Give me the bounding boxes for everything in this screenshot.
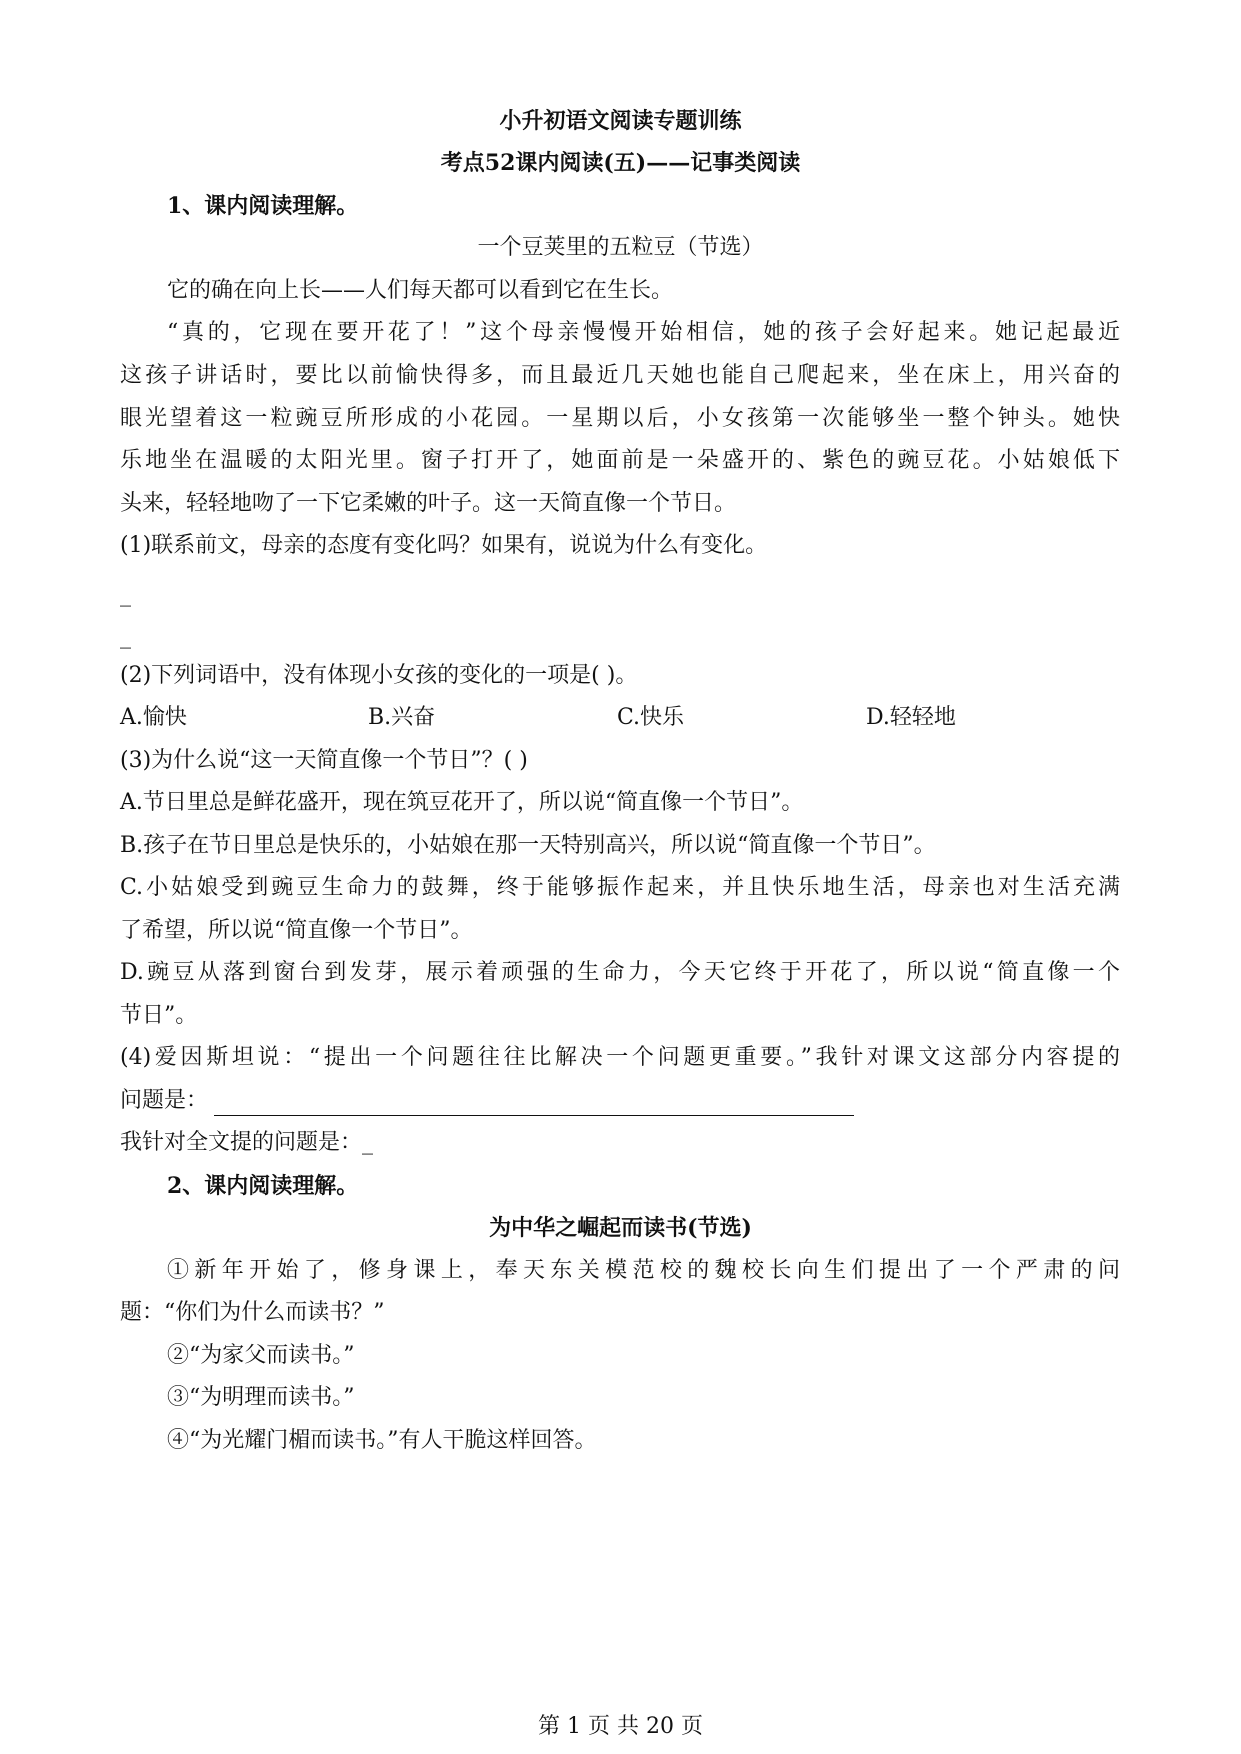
question-4-line-2 (120, 1086, 854, 1116)
question-3: (3)为什么说“这一天简直像一个节日”？( ) (120, 748, 528, 773)
page-number: 第 1 页 共 20 页 (538, 1714, 703, 1739)
section1-passage-title: 一个豆荚里的五粒豆（节选） (477, 235, 764, 260)
question-3-option-b[interactable]: B.孩子在节日里总是快乐的，小姑娘在那一天特别高兴，所以说“简直像一个节日”。 (120, 833, 936, 858)
question-3-option-d-line-1[interactable]: D.豌豆从落到窗台到发芽，展示着顽强的生命力，今天它终于开花了，所以说“简直像一个 (120, 960, 1120, 985)
answer-blank-1[interactable]: _ (120, 582, 131, 607)
section1-paragraph-2-line-3: 眼光望着这一粒豌豆所形成的小花园。一星期以后，小女孩第一次能够坐一整个钟头。她快 (120, 406, 1120, 431)
question-3-option-c-line-2[interactable]: 了希望，所以说“简直像一个节日”。 (120, 918, 473, 943)
question-3-option-d-line-2[interactable]: 节日”。 (120, 1003, 198, 1028)
section2-heading: 2、课内阅读理解。 (167, 1173, 359, 1199)
document-subtitle: 考点52课内阅读(五)——记事类阅读 (440, 150, 801, 176)
answer-blank-2[interactable]: _ (120, 624, 131, 649)
question-4-prompt: 问题是： (120, 1088, 209, 1113)
section1-paragraph-2-line-2: 这孩子讲话时，要比以前愉快得多，而且最近几天她也能自己爬起来，坐在床上，用兴奋的 (120, 363, 1120, 388)
section2-paragraph-1-line-1: ①新年开始了，修身课上，奉天东关模范校的魏校长向生们提出了一个严肃的问 (167, 1258, 1120, 1283)
document-title: 小升初语文阅读专题训练 (499, 108, 742, 134)
section2-paragraph-1-line-2: 题：“你们为什么而读书？” (120, 1300, 385, 1325)
section2-passage-title: 为中华之崛起而读书(节选) (489, 1215, 752, 1241)
option-d[interactable]: D.轻轻地 (866, 705, 956, 730)
option-c[interactable]: C.快乐 (617, 705, 685, 730)
section1-paragraph-2-line-5: 头来，轻轻地吻了一下它柔嫩的叶子。这一天简直像一个节日。 (120, 491, 737, 516)
question-3-option-c-line-1[interactable]: C.小姑娘受到豌豆生命力的鼓舞，终于能够振作起来，并且快乐地生活，母亲也对生活充满 (120, 875, 1120, 900)
question-4-line-3: 我针对全文提的问题是：_ (120, 1130, 374, 1155)
option-b[interactable]: B.兴奋 (368, 705, 436, 730)
question-4-line-1: (4)爱因斯坦说：“提出一个问题往往比解决一个问题更重要。”我针对课文这部分内容提的 (120, 1045, 1120, 1070)
question-1: (1)联系前文，母亲的态度有变化吗？如果有，说说为什么有变化。 (120, 533, 768, 558)
section1-paragraph-1: 它的确在向上长——人们每天都可以看到它在生长。 (167, 278, 674, 303)
section1-paragraph-2-line-1: “真的，它现在要开花了！”这个母亲慢慢开始相信，她的孩子会好起来。她记起最近 (167, 320, 1120, 345)
question-4-answer-line[interactable] (214, 1091, 854, 1116)
option-a[interactable]: A.愉快 (120, 705, 187, 730)
section2-paragraph-3: ③“为明理而读书。” (167, 1385, 355, 1410)
section2-paragraph-2: ②“为家父而读书。” (167, 1343, 355, 1368)
section1-paragraph-2-line-4: 乐地坐在温暖的太阳光里。窗子打开了，她面前是一朵盛开的、紫色的豌豆花。小姑娘低下 (120, 448, 1120, 473)
question-2: (2)下列词语中，没有体现小女孩的变化的一项是( )。 (120, 663, 638, 688)
question-3-option-a[interactable]: A.节日里总是鲜花盛开，现在筑豆花开了，所以说“简直像一个节日”。 (120, 790, 804, 815)
question-2-options (120, 703, 1120, 733)
section2-paragraph-4: ④“为光耀门楣而读书。”有人干脆这样回答。 (167, 1428, 597, 1453)
section1-heading: 1、课内阅读理解。 (167, 193, 359, 219)
